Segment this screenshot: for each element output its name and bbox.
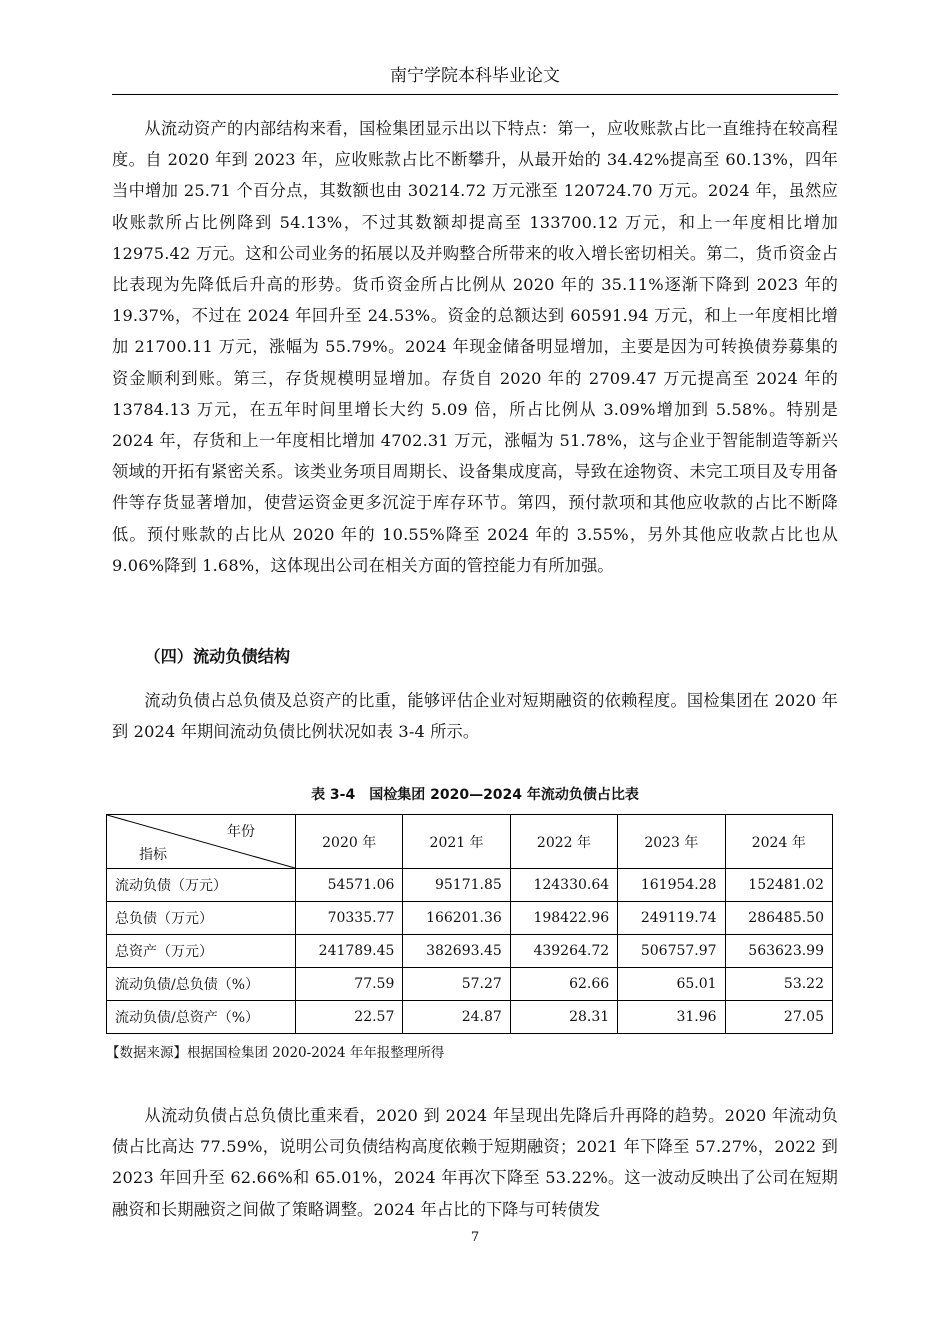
row-label: 流动负债（万元） bbox=[107, 869, 296, 902]
table-cell: 31.96 bbox=[618, 1001, 725, 1034]
table-cell: 95171.85 bbox=[403, 869, 510, 902]
paragraph-liability-analysis: 从流动负债占总负债比重来看，2020 到 2024 年呈现出先降后升再降的趋势。2020 年流动负债占比高达 77.59%，说明公司负债结构高度依赖于短期融资；2021 年下降至 57.27%，2022 到 2023 年回升至 62.66%和 65.01%，2024 年再次下降至 53.22%。这一波动反映出了公司在短期融资和长期融资之间做了策略调整。2024 年占比的下降与可转债发 bbox=[112, 1106, 838, 1219]
table-cell: 563623.99 bbox=[725, 935, 832, 968]
table-row bbox=[107, 869, 833, 902]
table-cell: 65.01 bbox=[618, 968, 725, 1001]
page-number: 7 bbox=[470, 1230, 480, 1245]
table-cell: 22.57 bbox=[296, 1001, 403, 1034]
table-cell: 77.59 bbox=[296, 968, 403, 1001]
row-label: 流动负债/总负债（%） bbox=[107, 968, 296, 1001]
header-rule bbox=[112, 94, 838, 95]
paragraph-current-assets-structure: 从流动资产的内部结构来看，国检集团显示出以下特点：第一，应收账款占比一直维持在较高程度。自 2020 年到 2023 年，应收账款占比不断攀升，从最开始的 34.42%提高至 60.13%，四年当中增加 25.71 个百分点，其数额也由 30214.72 万元涨至 120724.70 万元。2024 年，虽然应收账款所占比例降到 54.13%，不过其数额却提高至 133700.12 万元，和上一年度相比增加 12975.42 万元。这和公司业务的拓展以及并购整合所带来的收入增长密切相关。第二，货币资金占比表现为先降低后升高的形势。货币资金所占比例从 2020 年的 35.11%逐渐下降到 2023 年的 19.37%，不过在 2024 年回升至 24.53%。资金的总额达到 60591.94 万元，和上一年度相比增加 21700.11 万元，涨幅为 55.79%。2024 年现金储备明显增加，主要是因为可转换债券募集的资金顺利到账。第三，存货规模明显增加。存货自 2020 年的 2709.47 万元提高至 2024 年的 13784.13 万元，在五年时间里增长大约 5.09 倍，所占比例从 3.09%增加到 5.58%。特别是 2024 年，存货和上一年度相比增加 4702.31 万元，涨幅为 51.78%，这与企业于智能制造等新兴领域的开拓有紧密关系。该类业务项目周期长、设备集成度高，导致在途物资、未完工项目及专用备件等存货显著增加，使营运资金更多沉淀于库存环节。第四，预付款项和其他应收款的占比不断降低。预付账款的占比从 2020 年的 10.55%降至 2024 年的 3.55%，另外其他应收款占比也从 9.06%降到 1.68%，这体现出公司在相关方面的管控能力有所加强。 bbox=[112, 119, 838, 575]
table-cell: 382693.45 bbox=[403, 935, 510, 968]
table-cell: 70335.77 bbox=[296, 902, 403, 935]
table-cell: 57.27 bbox=[403, 968, 510, 1001]
year-header: 2022 年 bbox=[510, 815, 617, 869]
year-header: 2021 年 bbox=[403, 815, 510, 869]
table-cell: 506757.97 bbox=[618, 935, 725, 968]
table-row bbox=[107, 935, 833, 968]
table-cell: 54571.06 bbox=[296, 869, 403, 902]
year-header: 2023 年 bbox=[618, 815, 725, 869]
diagonal-line bbox=[107, 815, 295, 868]
table-header-row bbox=[107, 815, 833, 869]
table-source-note: 【数据来源】根据国检集团 2020-2024 年年报整理所得 bbox=[106, 1045, 445, 1061]
section-heading-current-liabilities: （四）流动负债结构 bbox=[144, 647, 291, 666]
table-cell: 28.31 bbox=[510, 1001, 617, 1034]
corner-label-indicator: 指标 bbox=[139, 847, 167, 863]
page-header: 南宁学院本科毕业论文 bbox=[390, 66, 560, 86]
table-cell: 152481.02 bbox=[725, 869, 832, 902]
table-cell: 166201.36 bbox=[403, 902, 510, 935]
paragraph-liability-intro: 流动负债占总负债及总资产的比重，能够评估企业对短期融资的依赖程度。国检集团在 2020 年到 2024 年期间流动负债比例状况如表 3-4 所示。 bbox=[112, 691, 838, 742]
table-cell: 24.87 bbox=[403, 1001, 510, 1034]
year-header: 2020 年 bbox=[296, 815, 403, 869]
table-row bbox=[107, 968, 833, 1001]
row-label: 总资产（万元） bbox=[107, 935, 296, 968]
liability-ratio-table bbox=[106, 814, 833, 1034]
row-label: 流动负债/总资产（%） bbox=[107, 1001, 296, 1034]
year-header: 2024 年 bbox=[725, 815, 832, 869]
table-cell: 161954.28 bbox=[618, 869, 725, 902]
table-row bbox=[107, 1001, 833, 1034]
table-corner-cell bbox=[107, 815, 296, 869]
table-caption: 表 3-4 国检集团 2020—2024 年流动负债占比表 bbox=[311, 787, 639, 803]
table-cell: 241789.45 bbox=[296, 935, 403, 968]
row-label: 总负债（万元） bbox=[107, 902, 296, 935]
table-cell: 53.22 bbox=[725, 968, 832, 1001]
table-cell: 286485.50 bbox=[725, 902, 832, 935]
table-cell: 124330.64 bbox=[510, 869, 617, 902]
table-cell: 27.05 bbox=[725, 1001, 832, 1034]
corner-label-year: 年份 bbox=[227, 824, 255, 840]
table-cell: 439264.72 bbox=[510, 935, 617, 968]
table-cell: 249119.74 bbox=[618, 902, 725, 935]
table-cell: 62.66 bbox=[510, 968, 617, 1001]
table-cell: 198422.96 bbox=[510, 902, 617, 935]
table-row bbox=[107, 902, 833, 935]
